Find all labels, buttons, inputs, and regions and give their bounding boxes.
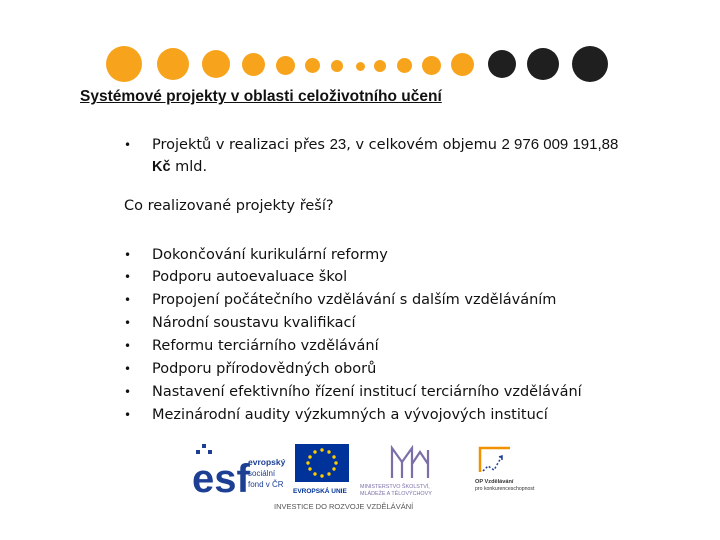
op-text-2: pro konkurenceschopnost — [475, 486, 535, 492]
slogan: INVESTICE DO ROZVOJE VZDĚLÁVÁNÍ — [274, 502, 414, 511]
funding-logos — [190, 438, 540, 518]
bullet-marker: • — [124, 293, 132, 307]
msmt-logo — [392, 448, 428, 478]
list-item-text: Mezinárodní audity výzkumných a vývojových institucí — [152, 407, 548, 423]
list-item-text: Podporu přírodovědných oborů — [152, 361, 377, 377]
intro-line-2 — [152, 156, 207, 178]
msmt-text-1: MINISTERSTVO ŠKOLSTVÍ, — [360, 484, 430, 490]
dot-orange — [305, 58, 320, 73]
dot-orange — [451, 53, 474, 76]
dot-orange — [356, 62, 365, 71]
bullet-marker: • — [124, 339, 132, 353]
bullet-marker: • — [124, 270, 132, 284]
op-arrow — [483, 456, 502, 471]
eu-logo — [293, 444, 349, 495]
dot-orange — [422, 56, 441, 75]
op-text-1: OP Vzdělávání — [475, 479, 514, 485]
intro-middle: , v celkovém objemu — [346, 137, 502, 153]
esf-dot — [196, 450, 200, 454]
bullet-marker: • — [124, 362, 132, 376]
intro-suffix: mld. — [170, 159, 208, 175]
list-item-text: Dokončování kurikulární reformy — [152, 247, 388, 263]
total-amount: 2 976 009 191,88 — [501, 136, 619, 153]
project-count: 23 — [329, 136, 347, 153]
dot-orange — [276, 56, 295, 75]
dot-orange — [374, 60, 386, 72]
op-logo — [475, 448, 535, 492]
dot-orange — [242, 53, 265, 76]
esf-text-1: evropský — [248, 457, 286, 467]
dot-dark — [488, 50, 516, 78]
eu-text: EVROPSKÁ UNIE — [293, 488, 347, 495]
bullet-marker: • — [124, 138, 132, 152]
dot-dark — [527, 48, 559, 80]
esf-text-3: fond v ČR — [248, 480, 284, 489]
bullet-marker: • — [124, 316, 132, 330]
list-item-text: Propojení počátečního vzdělávání s dalším vzděláváním — [152, 292, 557, 308]
dot-orange — [157, 48, 189, 80]
decorative-dot-row — [0, 0, 720, 90]
esf-mark: esf — [192, 457, 250, 501]
msmt-text-2: MLÁDEŽE A TĚLOVÝCHOVY — [360, 491, 432, 497]
esf-text-2: sociální — [248, 469, 276, 478]
bullet-marker: • — [124, 385, 132, 399]
op-arrow-head — [499, 456, 502, 460]
bullet-marker: • — [124, 248, 132, 262]
question-text: Co realizované projekty řeší? — [124, 198, 334, 214]
esf-logo — [192, 444, 286, 501]
list-item-text: Nastavení efektivního řízení institucí terciárního vzdělávání — [152, 384, 582, 400]
esf-dot — [202, 444, 206, 448]
list-item-text: Národní soustavu kvalifikací — [152, 315, 356, 331]
currency: Kč — [152, 159, 171, 175]
msmt-check — [412, 452, 428, 464]
intro-line-1 — [152, 134, 618, 156]
slide-title: Systémové projekty v oblasti celoživotního učení — [80, 88, 442, 105]
bullet-marker: • — [124, 408, 132, 422]
dot-orange — [106, 46, 142, 82]
dot-orange — [202, 50, 230, 78]
intro-prefix: Projektů v realizaci přes — [152, 137, 330, 153]
list-item-text: Reformu terciárního vzdělávání — [152, 338, 379, 354]
dot-orange — [331, 60, 343, 72]
dot-dark — [572, 46, 608, 82]
list-item-text: Podporu autoevaluace škol — [152, 269, 348, 285]
dot-orange — [397, 58, 412, 73]
esf-dot — [208, 450, 212, 454]
